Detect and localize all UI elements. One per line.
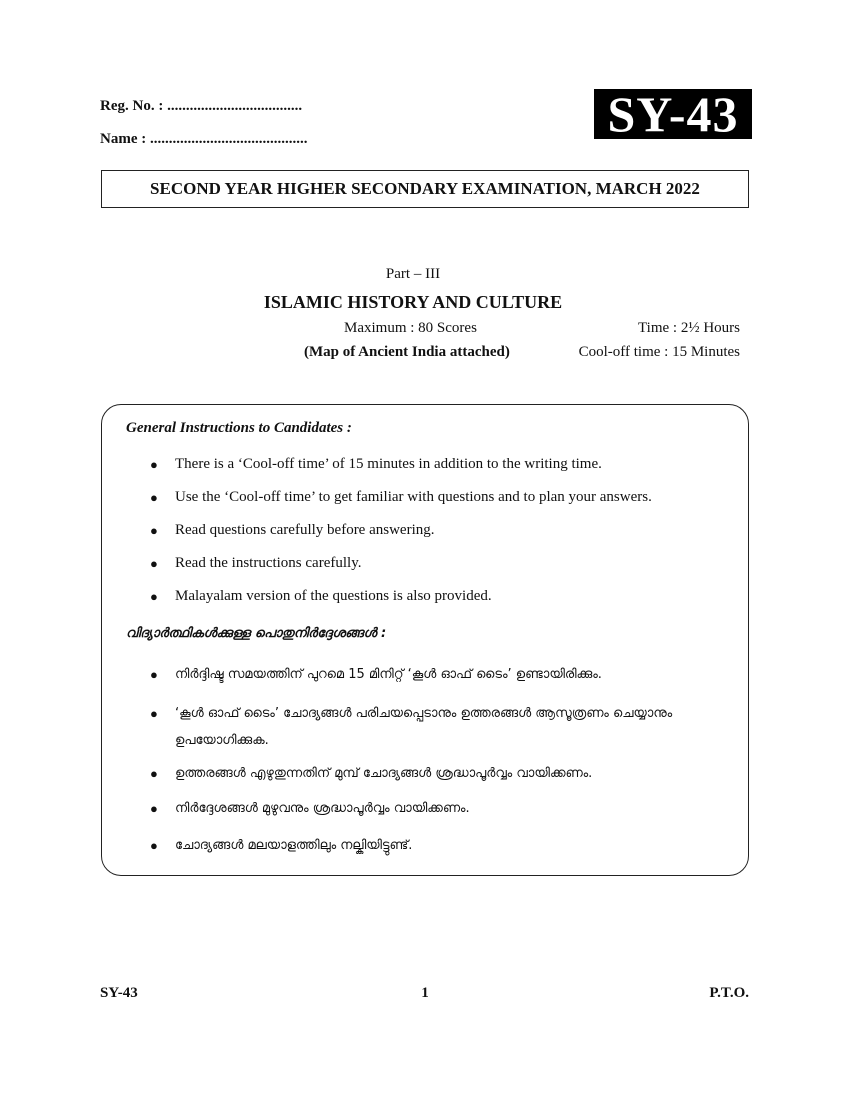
page-number: 1 bbox=[421, 985, 429, 1001]
bullet-icon: ● bbox=[150, 523, 158, 538]
bullet-icon: ● bbox=[150, 838, 158, 853]
cool-off-time: Cool-off time : 15 Minutes bbox=[578, 344, 740, 360]
bullet-icon: ● bbox=[150, 490, 158, 505]
exam-title: SECOND YEAR HIGHER SECONDARY EXAMINATION, MARCH 2022 bbox=[101, 170, 749, 208]
bullet-icon: ● bbox=[150, 766, 158, 781]
bullet-icon: ● bbox=[150, 589, 158, 604]
malayalam-instruction-item: നിർദ്ദിഷ്ട സമയത്തിന് പുറമെ 15 മിനിറ്റ് ‘കൂൾ ഓഫ് ടൈം’ ഉണ്ടായിരിക്കും. bbox=[175, 667, 602, 682]
reg-no-field: Reg. No. : .................................... bbox=[100, 98, 303, 114]
subject-title: ISLAMIC HISTORY AND CULTURE bbox=[263, 292, 563, 312]
instruction-item: Read questions carefully before answering. bbox=[175, 522, 435, 538]
instruction-item: Malayalam version of the questions is also provided. bbox=[175, 588, 492, 604]
bullet-icon: ● bbox=[150, 556, 158, 571]
name-field: Name : .......................................... bbox=[100, 131, 308, 147]
instruction-item: There is a ‘Cool-off time’ of 15 minutes in addition to the writing time. bbox=[175, 456, 602, 472]
bullet-icon: ● bbox=[150, 667, 158, 682]
malayalam-instruction-item: ഉത്തരങ്ങൾ എഴുതുന്നതിന് മുമ്പ് ചോദ്യങ്ങൾ ശ്രദ്ധാപൂർവ്വം വായിക്കണം. bbox=[175, 766, 593, 781]
bullet-icon: ● bbox=[150, 457, 158, 472]
instruction-item: Use the ‘Cool-off time’ to get familiar with questions and to plan your answers. bbox=[175, 489, 652, 505]
pto-label: P.T.O. bbox=[709, 985, 749, 1001]
max-scores: Maximum : 80 Scores bbox=[344, 320, 477, 336]
malayalam-instruction-item: ചോദ്യങ്ങൾ മലയാളത്തിലും നല്കിയിട്ടുണ്ട്. bbox=[175, 838, 413, 853]
instructions-title: General Instructions to Candidates : bbox=[126, 420, 352, 436]
malayalam-instructions-title: വിദ്യാർത്ഥികൾക്കുള്ള പൊതുനിർദ്ദേശങ്ങൾ : bbox=[126, 626, 387, 641]
map-note: (Map of Ancient India attached) bbox=[304, 344, 510, 360]
time-allowed: Time : 2½ Hours bbox=[638, 320, 740, 336]
bullet-icon: ● bbox=[150, 801, 158, 816]
instruction-item: Read the instructions carefully. bbox=[175, 555, 362, 571]
malayalam-instruction-item: നിർദ്ദേശങ്ങൾ മുഴുവനും ശ്രദ്ധാപൂർവ്വം വായിക്കണം. bbox=[175, 801, 470, 816]
paper-code-badge: SY-43 bbox=[594, 89, 752, 139]
malayalam-instruction-item: ‘കൂൾ ഓഫ് ടൈം’ ചോദ്യങ്ങൾ പരിചയപ്പെടാനും ഉത്തരങ്ങൾ ആസൂത്രണം ചെയ്യാനും ഉപയോഗിക്കുക. bbox=[175, 706, 673, 748]
footer-code: SY-43 bbox=[100, 985, 138, 1001]
part-label: Part – III bbox=[385, 266, 441, 282]
bullet-icon: ● bbox=[150, 706, 158, 721]
